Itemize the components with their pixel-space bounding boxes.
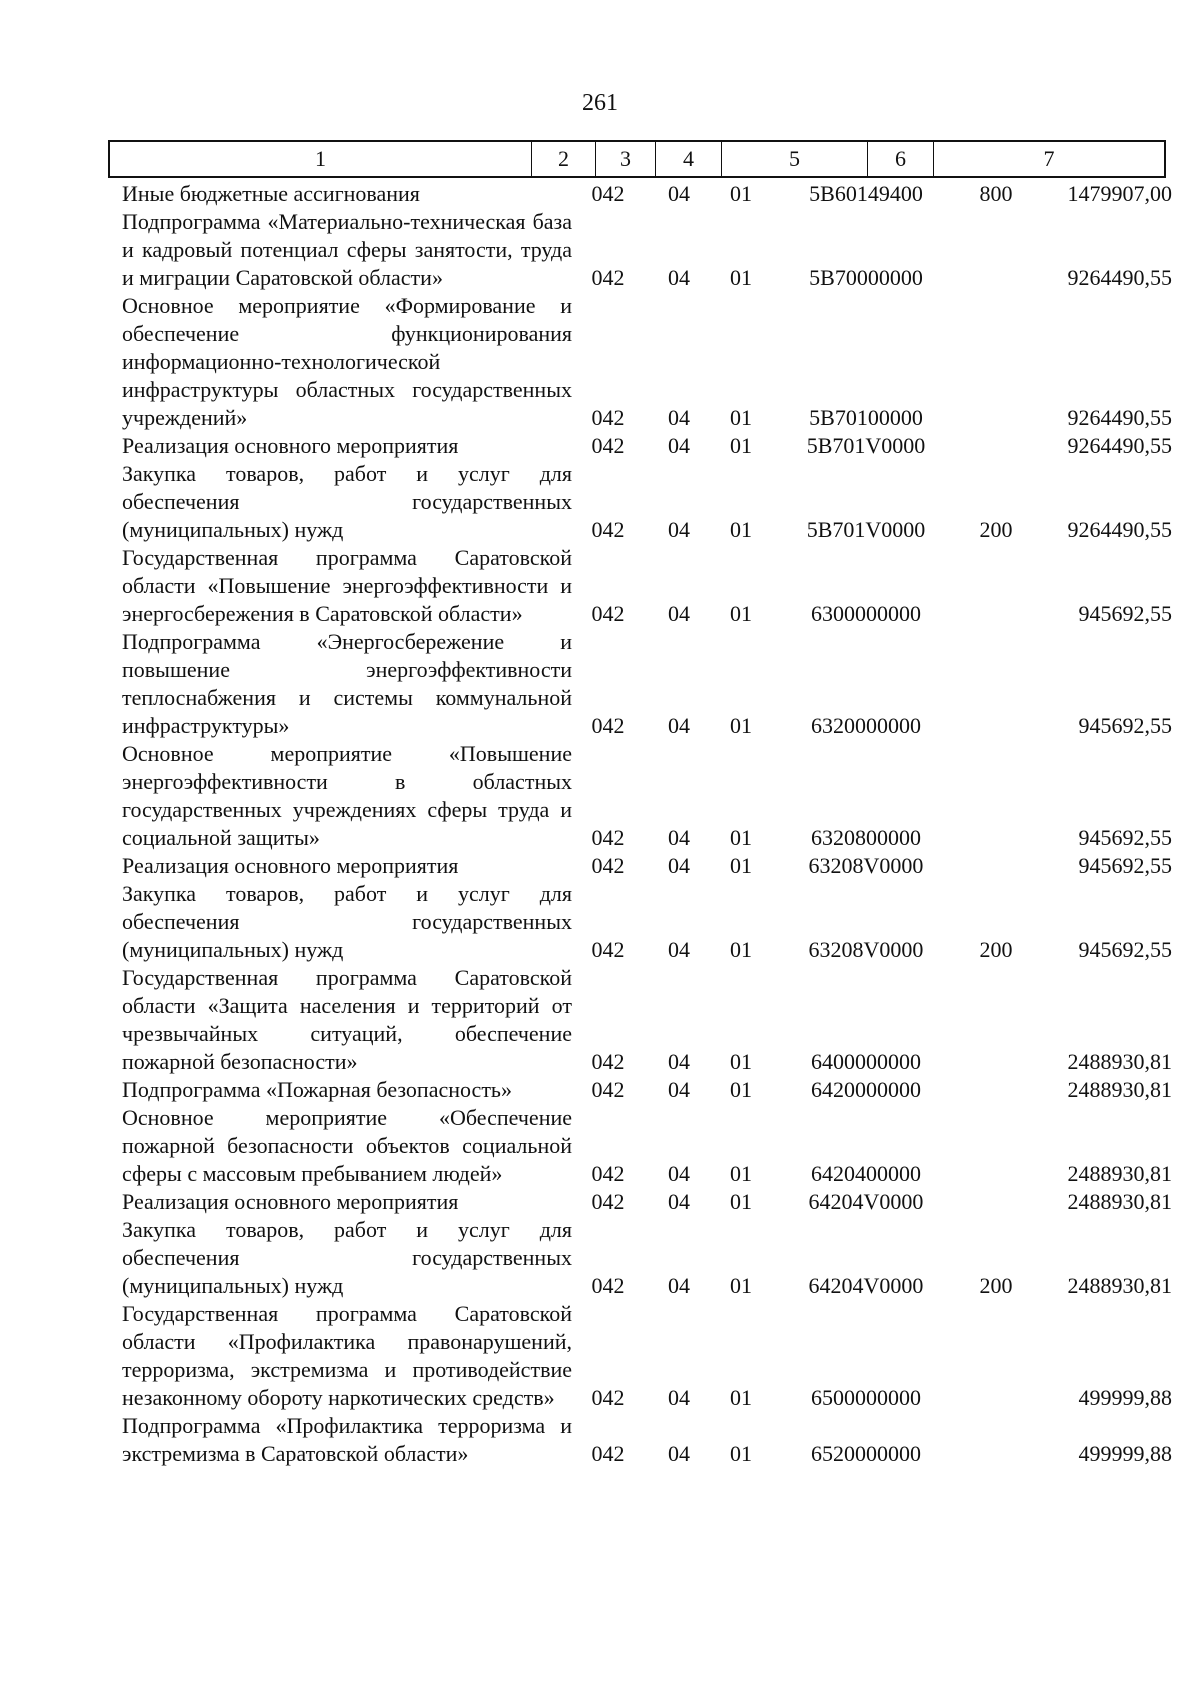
row-code-col-4: 01 xyxy=(730,937,752,962)
row-name: Подпрограмма «Профилактика терроризма и экстремизма в Саратовской области» xyxy=(122,1413,572,1466)
row-name: Основное мероприятие «Повышение энергоэффективности в областных государственных учреждениях сферы труда и социальной защиты» xyxy=(122,741,572,850)
row-code-col-4: 01 xyxy=(730,1273,752,1298)
table-row xyxy=(108,460,1172,544)
row-code-col-6: 200 xyxy=(979,517,1013,542)
row-code-col-5: 6520000000 xyxy=(811,1441,921,1466)
table-row xyxy=(108,432,1172,460)
row-amount: 945692,55 xyxy=(1078,713,1172,738)
row-code-col-2: 042 xyxy=(591,265,625,290)
table-row xyxy=(108,740,1172,852)
row-code-col-5: 5В701V0000 xyxy=(806,433,926,458)
row-code-col-3: 04 xyxy=(668,181,690,206)
table-row xyxy=(108,1300,1172,1412)
row-code-col-5: 63208V0000 xyxy=(808,937,924,962)
row-code-col-4: 01 xyxy=(730,601,752,626)
header-col-7: 7 xyxy=(1043,146,1055,171)
row-code-col-2: 042 xyxy=(591,1441,625,1466)
table-row xyxy=(108,628,1172,740)
row-code-col-2: 042 xyxy=(591,601,625,626)
row-code-col-3: 04 xyxy=(668,517,690,542)
row-code-col-4: 01 xyxy=(730,825,752,850)
row-amount: 2488930,81 xyxy=(1067,1189,1172,1214)
row-code-col-6: 200 xyxy=(979,937,1013,962)
table-row xyxy=(108,1104,1172,1188)
row-code-col-5: 5В60149400 xyxy=(809,181,923,206)
row-amount: 945692,55 xyxy=(1078,601,1172,626)
row-code-col-3: 04 xyxy=(668,601,690,626)
row-code-col-3: 04 xyxy=(668,825,690,850)
row-code-col-4: 01 xyxy=(730,1189,752,1214)
row-code-col-2: 042 xyxy=(591,1385,625,1410)
row-code-col-3: 04 xyxy=(668,1385,690,1410)
row-code-col-5: 5В70100000 xyxy=(809,405,923,430)
row-code-col-4: 01 xyxy=(730,1441,752,1466)
row-code-col-3: 04 xyxy=(668,1049,690,1074)
row-code-col-4: 01 xyxy=(730,181,752,206)
row-name: Подпрограмма «Материально-техническая база и кадровый потенциал сферы занятости, труда и миграции Саратовской области» xyxy=(122,209,572,290)
row-code-col-6: 200 xyxy=(979,1273,1013,1298)
row-name: Основное мероприятие «Обеспечение пожарной безопасности объектов социальной сферы с массовым пребыванием людей» xyxy=(122,1105,572,1186)
row-name: Государственная программа Саратовской области «Защита населения и территорий от чрезвычайных ситуаций, обеспечение пожарной безопасности» xyxy=(122,965,572,1074)
row-name: Реализация основного мероприятия xyxy=(122,853,459,878)
row-code-col-2: 042 xyxy=(591,1077,625,1102)
row-name: Закупка товаров, работ и услуг для обеспечения государственных (муниципальных) нужд xyxy=(122,881,572,962)
header-col-5: 5 xyxy=(722,142,868,176)
table-row xyxy=(108,880,1172,964)
row-code-col-3: 04 xyxy=(668,1441,690,1466)
header-col-1: 1 xyxy=(110,142,532,176)
row-code-col-3: 04 xyxy=(668,265,690,290)
row-amount: 9264490,55 xyxy=(1067,433,1172,458)
table-row xyxy=(108,544,1172,628)
row-code-col-4: 01 xyxy=(730,853,752,878)
row-code-col-2: 042 xyxy=(591,713,625,738)
table-row xyxy=(108,1216,1172,1300)
row-code-col-3: 04 xyxy=(668,937,690,962)
row-code-col-2: 042 xyxy=(591,1049,625,1074)
row-code-col-4: 01 xyxy=(730,713,752,738)
table-row xyxy=(108,180,1172,208)
row-code-col-4: 01 xyxy=(730,517,752,542)
row-amount: 945692,55 xyxy=(1078,825,1172,850)
row-amount: 1479907,00 xyxy=(1067,181,1172,206)
row-code-col-5: 5В70000000 xyxy=(809,265,923,290)
row-code-col-2: 042 xyxy=(591,1189,625,1214)
row-name: Закупка товаров, работ и услуг для обеспечения государственных (муниципальных) нужд xyxy=(122,1217,572,1298)
row-code-col-2: 042 xyxy=(591,937,625,962)
row-code-col-3: 04 xyxy=(668,713,690,738)
row-amount: 945692,55 xyxy=(1078,937,1172,962)
row-code-col-3: 04 xyxy=(668,1077,690,1102)
row-code-col-4: 01 xyxy=(730,1161,752,1186)
header-col-6: 6 xyxy=(868,142,934,176)
row-code-col-4: 01 xyxy=(730,433,752,458)
row-code-col-3: 04 xyxy=(668,433,690,458)
row-amount: 2488930,81 xyxy=(1067,1161,1172,1186)
row-code-col-2: 042 xyxy=(591,517,625,542)
row-code-col-5: 6420400000 xyxy=(811,1161,921,1186)
row-amount: 9264490,55 xyxy=(1067,517,1172,542)
row-amount: 945692,55 xyxy=(1078,853,1172,878)
row-code-col-4: 01 xyxy=(730,405,752,430)
row-amount: 9264490,55 xyxy=(1067,265,1172,290)
table-row xyxy=(108,964,1172,1076)
row-code-col-2: 042 xyxy=(591,825,625,850)
row-amount: 2488930,81 xyxy=(1067,1049,1172,1074)
row-code-col-4: 01 xyxy=(730,1049,752,1074)
header-col-3: 3 xyxy=(596,142,656,176)
row-code-col-2: 042 xyxy=(591,433,625,458)
row-name: Государственная программа Саратовской области «Повышение энергоэффективности и энергосбережения в Саратовской области» xyxy=(122,545,572,626)
table-body xyxy=(108,180,1172,1468)
table-row xyxy=(108,208,1172,292)
row-name: Закупка товаров, работ и услуг для обеспечения государственных (муниципальных) нужд xyxy=(122,461,572,542)
table-row xyxy=(108,1076,1172,1104)
row-code-col-2: 042 xyxy=(591,1273,625,1298)
row-code-col-3: 04 xyxy=(668,405,690,430)
header-col-2: 2 xyxy=(532,142,596,176)
row-amount: 2488930,81 xyxy=(1067,1273,1172,1298)
row-code-col-5: 6400000000 xyxy=(811,1049,921,1074)
row-code-col-3: 04 xyxy=(668,1273,690,1298)
row-code-col-3: 04 xyxy=(668,1161,690,1186)
row-amount: 499999,88 xyxy=(1078,1441,1172,1466)
page-number: 261 xyxy=(582,90,618,116)
header-col-4: 4 xyxy=(656,142,722,176)
row-code-col-5: 6500000000 xyxy=(811,1385,921,1410)
row-code-col-4: 01 xyxy=(730,1385,752,1410)
row-code-col-5: 64204V0000 xyxy=(808,1273,924,1298)
table-row xyxy=(108,1188,1172,1216)
row-code-col-5: 63208V0000 xyxy=(808,853,924,878)
row-name: Реализация основного мероприятия xyxy=(122,1189,459,1214)
row-code-col-5: 6300000000 xyxy=(811,601,921,626)
row-code-col-2: 042 xyxy=(591,405,625,430)
table-row xyxy=(108,1412,1172,1468)
row-name: Основное мероприятие «Формирование и обеспечение функционирования информационно-технологической инфраструктуры областных государственных учреждений» xyxy=(122,293,572,430)
row-name: Государственная программа Саратовской области «Профилактика правонарушений, терроризма, экстремизма и противодействие незаконному обороту наркотических средств» xyxy=(122,1301,572,1410)
row-code-col-4: 01 xyxy=(730,1077,752,1102)
row-code-col-2: 042 xyxy=(591,181,625,206)
row-amount: 2488930,81 xyxy=(1067,1077,1172,1102)
row-code-col-5: 5В701V0000 xyxy=(806,517,926,542)
row-code-col-5: 64204V0000 xyxy=(808,1189,924,1214)
row-name: Подпрограмма «Пожарная безопасность» xyxy=(122,1077,512,1102)
table-header xyxy=(108,140,1166,178)
table-row xyxy=(108,292,1172,432)
row-code-col-6: 800 xyxy=(979,181,1013,206)
row-code-col-2: 042 xyxy=(591,1161,625,1186)
row-code-col-3: 04 xyxy=(668,1189,690,1214)
row-name: Реализация основного мероприятия xyxy=(122,433,459,458)
row-code-col-3: 04 xyxy=(668,853,690,878)
row-code-col-5: 6420000000 xyxy=(811,1077,921,1102)
row-name: Подпрограмма «Энергосбережение и повышение энергоэффективности теплоснабжения и системы коммунальной инфраструктуры» xyxy=(122,629,572,738)
row-amount: 9264490,55 xyxy=(1067,405,1172,430)
row-amount: 499999,88 xyxy=(1078,1385,1172,1410)
table-row xyxy=(108,852,1172,880)
row-name: Иные бюджетные ассигнования xyxy=(122,181,420,206)
row-code-col-2: 042 xyxy=(591,853,625,878)
row-code-col-4: 01 xyxy=(730,265,752,290)
row-code-col-5: 6320800000 xyxy=(811,825,921,850)
row-code-col-5: 6320000000 xyxy=(811,713,921,738)
